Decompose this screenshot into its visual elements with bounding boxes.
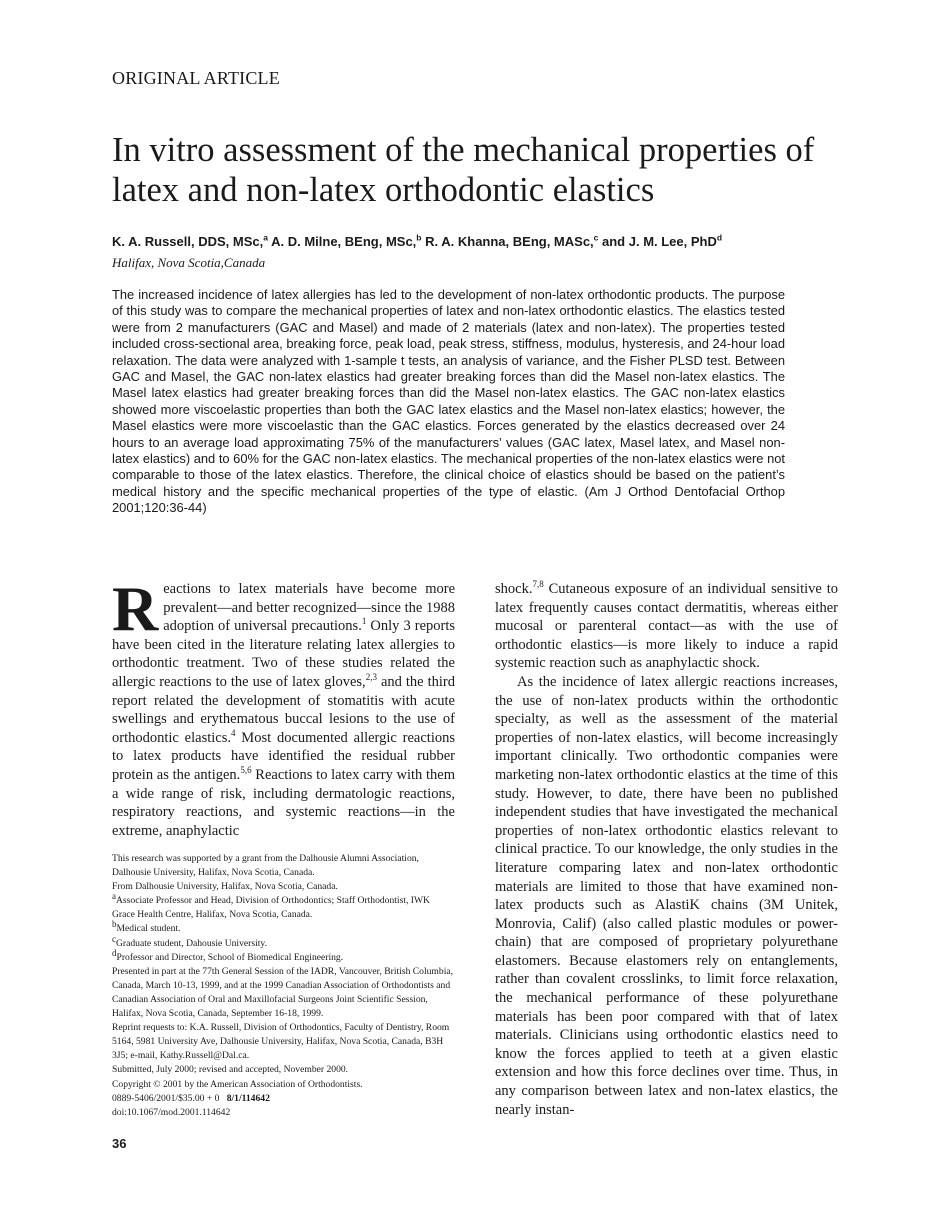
author-list — [112, 234, 852, 249]
body-paragraph — [495, 580, 838, 673]
footnote — [112, 891, 455, 922]
page-number: 36 — [112, 1136, 127, 1151]
paragraph-runs: eactions to latex materials have become more prevalent—and better recognized—since the 1988 adoption of universal precautions.$^1$ Only 3 reports have been cited in the literature relating latex allergies to orthodontic treatment. Two of these studies related the allergic reactions to the use of latex gloves,$^{2,3}$ and the third report related the development of stomatitis with acute swellings and erythematous buccal lesions to the use of orthodontic elastics.$^4$ Most documented allergic reactions to latex products have identified the residual rubber protein as the antigen.$^{5,6}$ Reactions to latex carry with them a wide range of risk, including dermatologic reactions, respiratory reactions, and systemic reactions—in the extreme, anaphylactic — [112, 581, 456, 839]
footnote — [112, 1021, 455, 1063]
footnote-text: Copyright © 2001 by the American Association of Orthodontists. — [112, 1078, 363, 1090]
footnote-text: This research was supported by a grant from the Dalhousie Alumni Association, Dalhousie University, Halifax, Nova Scotia, Canada. — [112, 853, 419, 879]
author-name: A. D. Milne, BEng, MSc, — [271, 234, 417, 249]
citation-ref: 2,3 — [365, 672, 377, 683]
footnote-text: Reprint requests to: K.A. Russell, Division of Orthodontics, Faculty of Dentistry, Room 5164, 5981 University Ave, Dalhousie University, Halifax, Nova Scotia, Canada, B3H 3J5; e-mail, Kathy.Russell@Dal.ca. — [112, 1022, 450, 1062]
author-name: R. A. Khanna, BEng, MASc, — [425, 234, 594, 249]
footnote — [112, 933, 455, 951]
footnote-text: Associate Professor and Head, Division of Orthodontics; Staff Orthodontist, IWK Grace Health Centre, Halifax, Nova Scotia, Canada. — [112, 895, 430, 921]
citation-ref: 7,8 — [532, 579, 544, 590]
footnote-mark: c — [112, 933, 116, 944]
footnote-text: Graduate student, Dahousie University. — [116, 937, 267, 949]
footnote-text: From Dalhousie University, Halifax, Nova Scotia, Canada. — [112, 881, 338, 893]
footnote-text: Professor and Director, School of Biomedical Engineering. — [116, 951, 344, 963]
author-mark: c — [593, 232, 599, 243]
body-column-left — [112, 573, 456, 840]
paragraph-runs: shock.$^{7,8}$ Cutaneous exposure of an individual sensitive to latex frequently causes contact dermatitis, whereas either mucosal or parenteral contact—as with the use of orthodontic elastics—is more likely to induce a rapid systemic reaction such as anaphylactic shock. — [495, 579, 838, 672]
footnote — [112, 947, 455, 965]
article-title: In vitro assessment of the mechanical properties of latex and non-latex orthodontic elastics — [112, 131, 815, 209]
citation-ref: 4 — [230, 727, 236, 738]
section-label: ORIGINAL ARTICLE — [112, 68, 280, 88]
body-column-right — [495, 580, 838, 1119]
footnote-mark: b — [112, 919, 117, 930]
footnote — [112, 1078, 455, 1092]
affiliation: Halifax, Nova Scotia,Canada — [112, 255, 266, 270]
author-name: K. A. Russell, DDS, MSc, — [112, 234, 264, 249]
footnote — [112, 852, 455, 880]
citation-ref: 1 — [361, 616, 367, 627]
footnotes — [112, 852, 455, 1120]
footnote — [112, 1106, 455, 1120]
footnote-bold: 8/1/114642 — [226, 1092, 270, 1104]
citation-ref: 5,6 — [240, 765, 252, 776]
footnote — [112, 919, 455, 936]
body-paragraph: As the incidence of latex allergic reactions increases, the use of non-latex products within the orthodontic specialty, as well as the assessment of the material properties of non-latex elastics, will become increasingly important clinically. Two orthodontic companies were marketing non-latex orthodontic elastics at the time of this study. However, to date, there have been no published independent studies that have investigated the mechanical properties of non-latex orthodontic elastics relevant to clinical practice. To our knowledge, the only studies in the literature comparing latex and non-latex orthodontic materials are limited to those that have examined non-latex products such as AlastiK chains (3M Unitek, Monrovia, Calif) (also called plastic modules or power-chain) that are composed of proprietary polyurethane elastomers. Because elastomers rely on entanglements, rather than covalent crosslinks, to limit force relaxation, the mechanical performance of these polyurethane materials has been poor compared with that of latex materials. Clinicians using orthodontic elastics need to know the forces applied to teeth at a given elastic extension and how this force declines over time. Thus, in any comparison between latex and non-latex elastics, the nearly instan- — [495, 673, 838, 1118]
footnote — [112, 1063, 455, 1077]
footnote-text: Medical student. — [116, 923, 181, 935]
footnote-text: Submitted, July 2000; revised and accepted, November 2000. — [112, 1064, 349, 1076]
footnote-text: doi:10.1067/mod.2001.114642 — [112, 1106, 231, 1118]
footnote-text: 0889-5406/2001/$35.00 + 0 — [112, 1092, 220, 1104]
footnote — [112, 880, 455, 894]
footnote-mark: d — [112, 947, 117, 958]
footnote — [112, 1092, 455, 1106]
footnote-text: Presented in part at the 77th General Session of the IADR, Vancouver, British Columbia, Canada, March 10-13, 1999, and at the 1999 Canadian Association of Orthodontists and Canadian Association of Oral and Maxillofacial Surgeons Joint Scientific Session, Halifax, Nova Scotia, Canada, September 16-18, 1999. — [112, 965, 454, 1020]
body-paragraph — [112, 573, 456, 840]
drop-cap: R — [112, 573, 159, 644]
author-mark: a — [263, 232, 268, 243]
author-mark: b — [416, 232, 422, 243]
footnote — [112, 965, 455, 1021]
footnote-mark: a — [112, 891, 116, 902]
author-name: and J. M. Lee, PhD — [602, 234, 717, 249]
abstract: The increased incidence of latex allergies has led to the development of non-latex orthodontic products. The purpose of this study was to compare the mechanical properties of latex and non-latex orthodontic elastics. The elastics tested were from 2 manufacturers (GAC and Masel) and made of 2 materials (latex and non-latex). The properties tested included cross-sectional area, breaking force, peak load, peak stress, stiffness, modulus, hysteresis, and 24-hour load relaxation. The data were analyzed with 1-sample t tests, an analysis of variance, and the Fisher PLSD test. Between GAC and Masel, the GAC non-latex elastics had greater breaking forces than did the Masel non-latex elastics. The Masel latex elastics had greater breaking forces than did the Masel non-latex elastics. The GAC non-latex elastics showed more viscoelastic properties than both the GAC latex elastics and the Masel non-latex elastics; however, the Masel elastics were more viscoelastic than the GAC elastics. Forces generated by the elastics decreased over 24 hours to an average load approximating 75% of the manufacturers’ values (GAC latex, Masel latex, and Masel non-latex elastics) and to 60% for the GAC non-latex elastics. The mechanical properties of the non-latex elastics were not comparable to those of the latex elastics. Therefore, the clinical choice of elastics should be based on the patient’s medical history and the specific mechanical properties of the type of elastic. (Am J Orthod Dentofacial Orthop 2001;120:36-44) — [112, 287, 785, 516]
author-mark: d — [716, 232, 723, 243]
